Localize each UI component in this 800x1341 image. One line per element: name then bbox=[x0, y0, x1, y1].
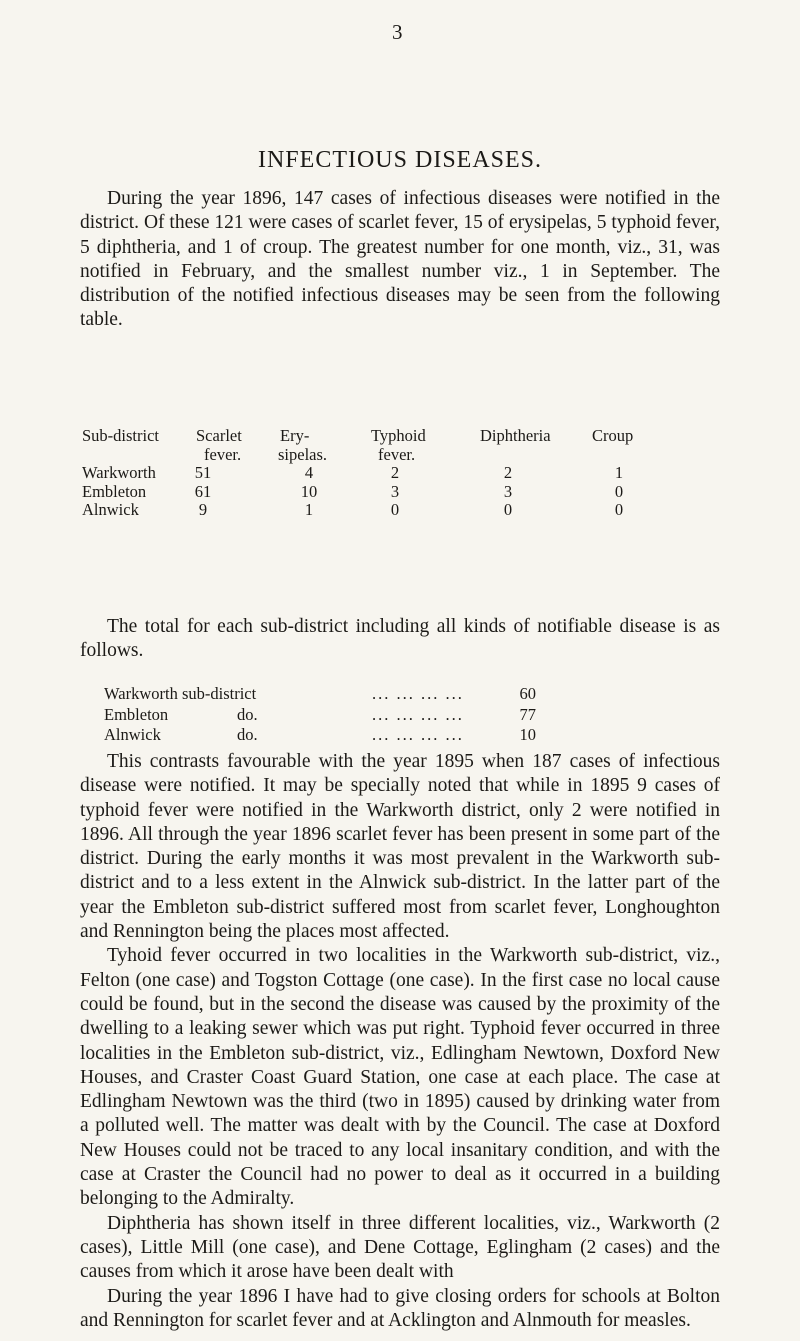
cell-typhoid: 3 bbox=[390, 481, 400, 501]
totals-intro-paragraph bbox=[80, 615, 720, 664]
header-diphtheria: Diphtheria bbox=[480, 426, 551, 445]
cell-erysipelas: 1 bbox=[304, 500, 314, 520]
leader-dots: ... ... ... ... bbox=[372, 725, 464, 744]
header-sub-district: Sub-district bbox=[82, 426, 159, 445]
totals-name: Embleton bbox=[104, 704, 169, 724]
list-item bbox=[104, 705, 564, 726]
list-item bbox=[104, 684, 564, 705]
table-row bbox=[82, 483, 642, 502]
list-item bbox=[104, 725, 564, 746]
intro-paragraph bbox=[80, 187, 720, 333]
cell-diphtheria: 0 bbox=[503, 500, 513, 520]
totals-intro-text: The total for each sub-district including all kinds of notifiable disease is as follows. bbox=[80, 616, 720, 662]
row-name: Embleton bbox=[82, 481, 147, 501]
cell-erysipelas: 4 bbox=[304, 463, 314, 483]
disease-table bbox=[82, 427, 642, 520]
header-typhoid-line-2: fever. bbox=[378, 444, 416, 464]
cell-typhoid: 0 bbox=[390, 500, 400, 520]
header-scarlet-line-2: fever. bbox=[204, 444, 242, 464]
cell-diphtheria: 3 bbox=[503, 481, 513, 501]
totals-name: Alnwick bbox=[104, 725, 161, 744]
cell-erysipelas: 10 bbox=[300, 481, 318, 501]
header-croup: Croup bbox=[592, 426, 634, 445]
cell-diphtheria: 2 bbox=[503, 463, 513, 483]
cell-croup: 0 bbox=[614, 500, 624, 520]
body-paragraph: This contrasts favourable with the year 1895 when 187 cases of infectious disease were notified. It may be specially noted that while in 1895 9 cases of typhoid fever were notified in the Warkworth district, only 2 were notified in 1896. All through the year 1896 scarlet fever has been present in some part of the district. During the early months it was most prevalent in the Warkworth sub-district and to a less extent in the Alnwick sub-district. In the latter part of the year the Embleton sub-district suffered most from scarlet fever, Longhoughton and Rennington being the places most affected. bbox=[80, 751, 720, 943]
cell-scarlet: 9 bbox=[198, 500, 208, 520]
intro-paragraph-text: During the year 1896, 147 cases of infectious diseases were notified in the district. Of these 121 were cases of scarlet fever, 15 of erysipelas, 5 typhoid fever, 5 diphtheria, and 1 of croup. The greatest number for one month, viz., 31, was notified in February, and the smallest number viz., 1 in September. The distribution of the notified infectious diseases may be seen from the following table. bbox=[80, 188, 720, 331]
header-scarlet: Scarlet bbox=[196, 426, 242, 445]
cell-croup: 1 bbox=[614, 463, 624, 483]
header-typhoid: Typhoid bbox=[371, 426, 426, 445]
body-text bbox=[80, 750, 720, 1333]
page-number: 3 bbox=[392, 20, 403, 44]
cell-scarlet: 51 bbox=[194, 463, 212, 483]
body-paragraph: During the year 1896 I have had to give closing orders for schools at Bolton and Rennington for scarlet fever and at Acklington and Alnmouth for measles. bbox=[80, 1285, 720, 1331]
disease-table-header-row-2 bbox=[82, 446, 642, 465]
leader-dots: ... ... ... ... bbox=[372, 704, 464, 724]
cell-typhoid: 2 bbox=[390, 463, 400, 483]
header-erysipelas-line-2: sipelas. bbox=[278, 444, 328, 464]
totals-ditto: do. bbox=[237, 725, 258, 744]
totals-value: 60 bbox=[519, 684, 536, 703]
body-paragraph: Diphtheria has shown itself in three different localities, viz., Warkworth (2 cases), Little Mill (one case), and Dene Cottage, Eglingham (2 cases) and the causes from which it arose have been dealt with bbox=[80, 1212, 720, 1283]
row-name: Alnwick bbox=[82, 500, 139, 520]
table-row bbox=[82, 501, 642, 520]
leader-dots: ... ... ... ... bbox=[372, 684, 464, 703]
section-heading: INFECTIOUS DISEASES. bbox=[257, 147, 543, 173]
body-paragraph: Tyhoid fever occurred in two localities in the Warkworth sub-district, viz., Felton (one case) and Togston Cottage (one case). In the first case no local cause could be found, but in the second the disease was caused by the proximity of the dwelling to a leaking sewer which was put right. Typhoid fever occurred in three localities in the Embleton sub-district, viz., Edlingham Newtown, Doxford New Houses, and Craster Coast Guard Station, one case at each place. The case at Edlingham Newtown was the third (two in 1895) caused by drinking water from a polluted well. The matter was dealt with by the Council. The case at Doxford New Houses could not be traced to any local insanitary condition, and with the case at Craster the Council had no power to deal as it occurred in a building belonging to the Admiralty. bbox=[80, 945, 720, 1210]
table-row bbox=[82, 464, 642, 483]
disease-table-header-row-1 bbox=[82, 427, 642, 446]
totals-value: 77 bbox=[519, 704, 536, 724]
cell-scarlet: 61 bbox=[194, 481, 212, 501]
totals-value: 10 bbox=[519, 725, 536, 744]
totals-name: Warkworth sub-district bbox=[104, 684, 257, 703]
cell-croup: 0 bbox=[614, 481, 624, 501]
totals-ditto: do. bbox=[237, 704, 258, 724]
row-name: Warkworth bbox=[82, 463, 156, 483]
totals-table bbox=[104, 684, 564, 746]
header-erysipelas: Ery- bbox=[280, 426, 310, 445]
